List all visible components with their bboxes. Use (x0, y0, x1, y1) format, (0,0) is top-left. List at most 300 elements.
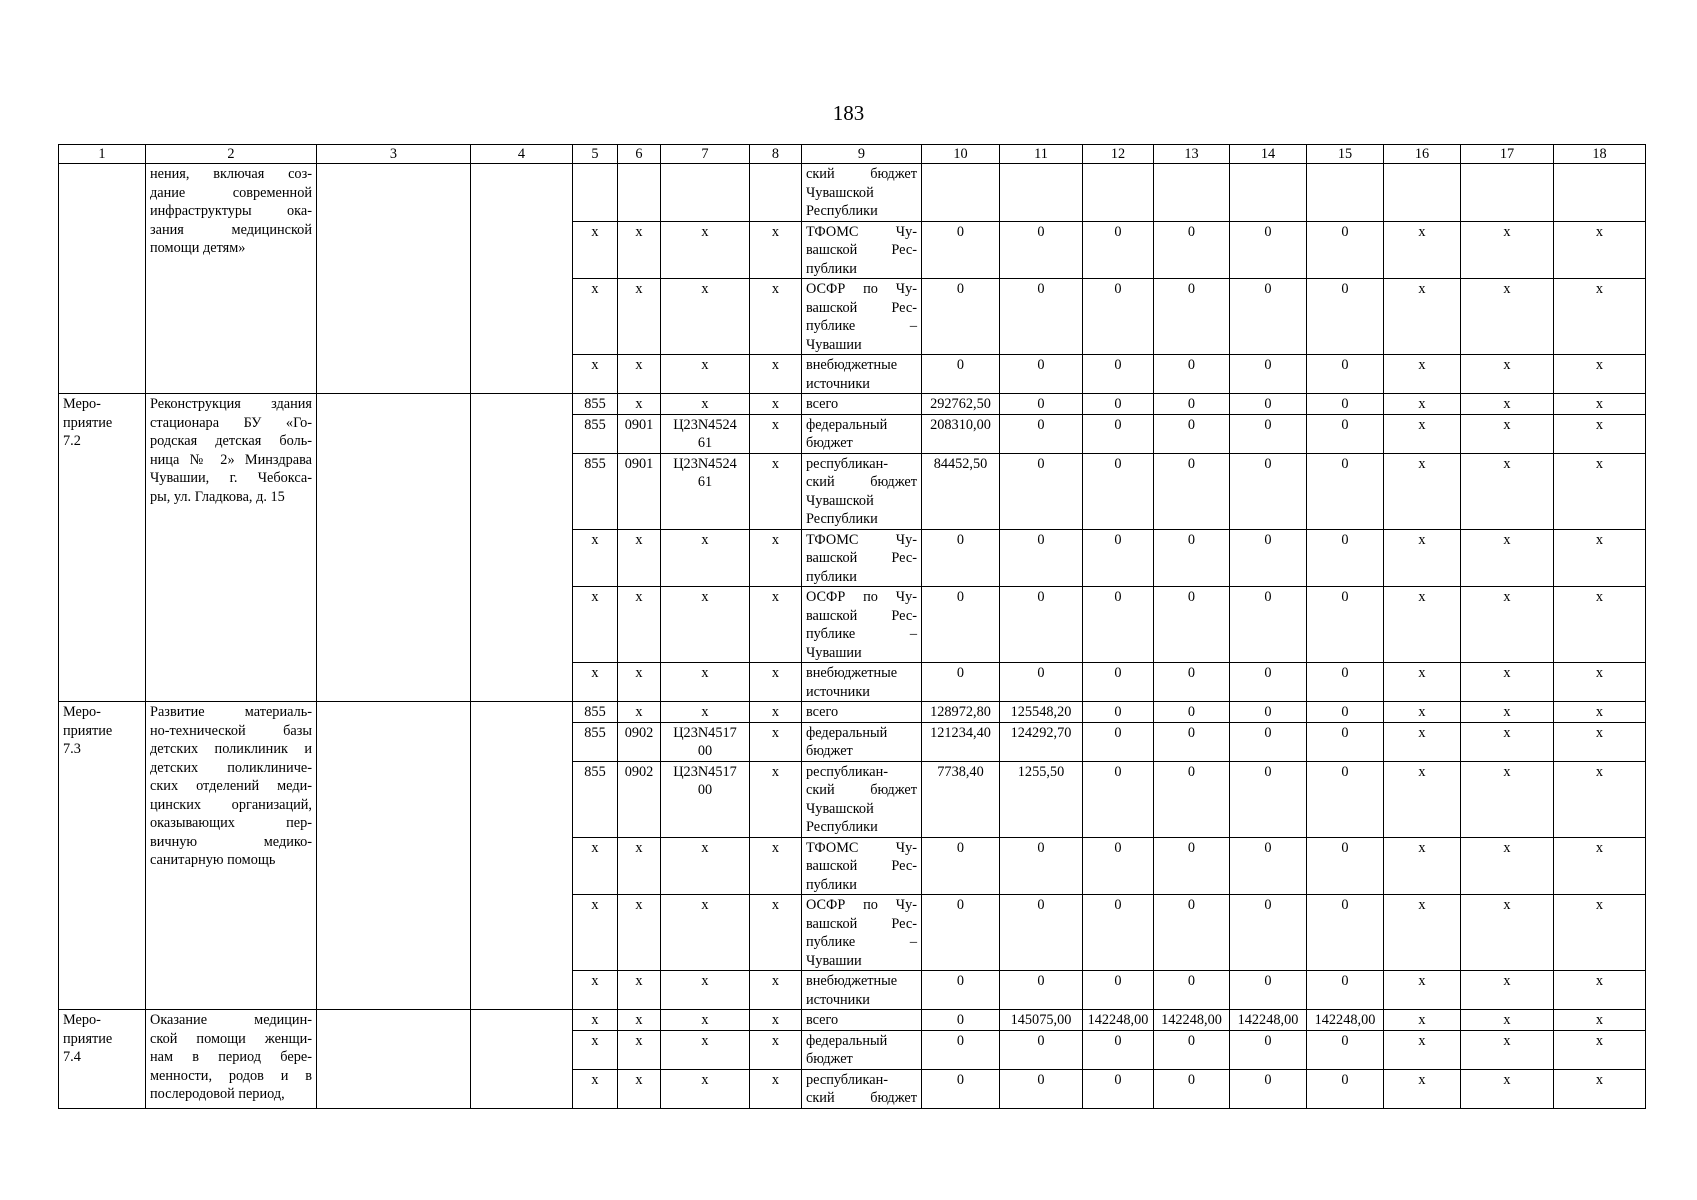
amount-cell: 0 (1230, 279, 1307, 355)
measure-number-line: приятие (63, 722, 113, 739)
funding-source-cell (802, 453, 922, 529)
responsible-executor-cell (317, 164, 471, 394)
amount-cell: 142248,00 (1307, 1010, 1384, 1031)
measure-number-cell (59, 702, 146, 1010)
section-code-cell: х (618, 529, 661, 587)
responsible-executor-cell (317, 394, 471, 702)
target-article-line: х (701, 223, 709, 240)
funding-source-cell (802, 895, 922, 971)
amount-cell: 0 (922, 355, 1000, 394)
funding-source-line: вашской Рес- (806, 858, 917, 874)
funding-source-cell (802, 529, 922, 587)
amount-cell: 0 (1230, 837, 1307, 895)
amount-cell: 142248,00 (1230, 1010, 1307, 1031)
amount-cell: 142248,00 (1083, 1010, 1154, 1031)
expense-type-cell: х (750, 702, 802, 723)
amount-cell: х (1461, 1069, 1554, 1108)
section-code-cell: 0902 (618, 761, 661, 837)
amount-cell: х (1384, 663, 1461, 702)
grbs-code-cell (573, 164, 618, 222)
funding-source-line: вашской Рес- (806, 242, 917, 258)
target-article-line: Ц23N4517 (673, 763, 737, 780)
amount-cell: 0 (1083, 394, 1154, 415)
section-code-cell: 0901 (618, 453, 661, 529)
amount-cell (1461, 164, 1554, 222)
grbs-code-cell: х (573, 587, 618, 663)
measure-number-cell (59, 1010, 146, 1109)
grbs-code-cell: х (573, 895, 618, 971)
section-code-cell: х (618, 971, 661, 1010)
amount-cell: 0 (1307, 761, 1384, 837)
amount-cell: 292762,50 (922, 394, 1000, 415)
funding-source-line: вашской Рес- (806, 550, 917, 566)
expense-type-cell: х (750, 1030, 802, 1069)
funding-source-line: Чувашии (806, 644, 862, 661)
participant-cell (471, 164, 573, 394)
amount-cell: 0 (1154, 221, 1230, 279)
amount-cell: 7738,40 (922, 761, 1000, 837)
target-article-line: Ц23N4517 (673, 724, 737, 741)
column-number-header: 16 (1384, 145, 1461, 164)
measure-number-line: 7.2 (63, 433, 81, 449)
amount-cell: 0 (1307, 1069, 1384, 1108)
amount-cell: 145075,00 (1000, 1010, 1083, 1031)
amount-cell: 0 (1307, 702, 1384, 723)
funding-source-line: публики (806, 260, 857, 277)
measure-name-line: но-технической базы (150, 722, 312, 739)
amount-cell: 84452,50 (922, 453, 1000, 529)
amount-cell: х (1461, 394, 1554, 415)
amount-cell: 0 (1154, 971, 1230, 1010)
section-code-cell: 0901 (618, 414, 661, 453)
funding-source-line: вашской Рес- (806, 299, 917, 316)
amount-cell: 0 (1000, 1069, 1083, 1108)
amount-cell: х (1384, 279, 1461, 355)
target-article-line: 00 (697, 782, 713, 798)
funding-source-line: источники (806, 683, 870, 700)
amount-cell: х (1461, 722, 1554, 761)
amount-cell: х (1384, 722, 1461, 761)
funding-source-line: Чувашской (806, 184, 874, 201)
target-article-line: 61 (697, 474, 713, 490)
target-article-cell (661, 837, 750, 895)
measure-number-line: Меро- (63, 1012, 101, 1028)
amount-cell: 0 (1307, 221, 1384, 279)
target-article-cell (661, 414, 750, 453)
target-article-cell (661, 761, 750, 837)
measure-name-line: послеродовой период, (150, 1086, 285, 1102)
funding-source-cell (802, 1010, 922, 1031)
amount-cell: 0 (1083, 1030, 1154, 1069)
funding-source-line: всего (806, 1012, 839, 1028)
amount-cell: 0 (1000, 414, 1083, 453)
measure-name-line: Развитие материаль- (150, 704, 312, 720)
amount-cell: х (1554, 453, 1646, 529)
amount-cell: 0 (1083, 279, 1154, 355)
funding-source-cell (802, 663, 922, 702)
amount-cell: х (1554, 895, 1646, 971)
column-number-header: 5 (573, 145, 618, 164)
section-code-cell: х (618, 394, 661, 415)
grbs-code-cell: х (573, 1010, 618, 1031)
amount-cell: 0 (1154, 279, 1230, 355)
amount-cell: 0 (1083, 971, 1154, 1010)
target-article-line: х (701, 1071, 709, 1088)
target-article-cell (661, 895, 750, 971)
amount-cell: 0 (1230, 663, 1307, 702)
amount-cell: 0 (1307, 414, 1384, 453)
amount-cell: 0 (1154, 587, 1230, 663)
funding-source-line: всего (806, 396, 839, 412)
amount-cell: 0 (1083, 761, 1154, 837)
section-code-cell: х (618, 702, 661, 723)
amount-cell: 0 (1154, 722, 1230, 761)
funding-source-line: публике – (806, 934, 917, 950)
target-article-cell (661, 587, 750, 663)
amount-cell: 0 (1230, 702, 1307, 723)
section-code-cell: х (618, 895, 661, 971)
expense-type-cell: х (750, 663, 802, 702)
grbs-code-cell: 855 (573, 722, 618, 761)
funding-source-line: бюджет (806, 743, 853, 759)
grbs-code-cell: 855 (573, 453, 618, 529)
column-number-header: 6 (618, 145, 661, 164)
amount-cell: 0 (922, 837, 1000, 895)
column-number-header: 10 (922, 145, 1000, 164)
funding-source-line: республикан- (806, 763, 888, 780)
expense-type-cell: х (750, 355, 802, 394)
grbs-code-cell: х (573, 1069, 618, 1108)
funding-source-line: ТФОМС Чу- (806, 839, 917, 856)
column-number-header: 18 (1554, 145, 1646, 164)
measure-name-line: оказывающих пер- (150, 815, 312, 831)
amount-cell: 0 (922, 587, 1000, 663)
funding-source-cell (802, 1030, 922, 1069)
amount-cell: 125548,20 (1000, 702, 1083, 723)
amount-cell: 0 (1083, 895, 1154, 971)
amount-cell: 0 (1230, 453, 1307, 529)
expense-type-cell: х (750, 414, 802, 453)
amount-cell: 0 (1000, 453, 1083, 529)
measure-name-line: детских поликлиник и (150, 741, 312, 757)
target-article-cell (661, 221, 750, 279)
amount-cell: 0 (1307, 394, 1384, 415)
amount-cell: 0 (1307, 529, 1384, 587)
funding-source-line: ский бюджет (806, 166, 917, 182)
measure-name-line: вичную медико- (150, 833, 312, 850)
amount-cell: х (1554, 394, 1646, 415)
measure-name-line: ница № 2» Минздрава (150, 451, 312, 468)
amount-cell: 0 (1230, 529, 1307, 587)
amount-cell: х (1384, 587, 1461, 663)
column-number-header: 4 (471, 145, 573, 164)
grbs-code-cell: 855 (573, 394, 618, 415)
measure-number-line: 7.3 (63, 741, 81, 757)
measure-name-line: инфраструктуры ока- (150, 203, 312, 219)
amount-cell: 121234,40 (922, 722, 1000, 761)
column-number-header: 14 (1230, 145, 1307, 164)
expense-type-cell: х (750, 587, 802, 663)
amount-cell: 0 (1000, 587, 1083, 663)
grbs-code-cell: х (573, 279, 618, 355)
funding-source-line: ский бюджет (806, 782, 917, 798)
budget-table (58, 144, 1646, 1109)
table-row (59, 1010, 1646, 1031)
funding-source-line: ский бюджет (806, 1090, 917, 1106)
amount-cell: х (1384, 761, 1461, 837)
expense-type-cell: х (750, 722, 802, 761)
amount-cell: х (1461, 1010, 1554, 1031)
funding-source-cell (802, 164, 922, 222)
amount-cell: 0 (1307, 587, 1384, 663)
funding-source-line: федеральный (806, 416, 888, 433)
funding-source-cell (802, 702, 922, 723)
amount-cell: х (1461, 663, 1554, 702)
amount-cell: 208310,00 (922, 414, 1000, 453)
amount-cell: 0 (1230, 587, 1307, 663)
funding-source-line: бюджет (806, 435, 853, 451)
table-row (59, 702, 1646, 723)
target-article-line: х (701, 1032, 709, 1049)
amount-cell: 0 (1230, 971, 1307, 1010)
grbs-code-cell: х (573, 355, 618, 394)
section-code-cell: х (618, 1010, 661, 1031)
amount-cell: х (1384, 529, 1461, 587)
expense-type-cell: х (750, 837, 802, 895)
section-code-cell: х (618, 1069, 661, 1108)
amount-cell: 0 (1083, 355, 1154, 394)
grbs-code-cell: х (573, 837, 618, 895)
amount-cell: 0 (1154, 761, 1230, 837)
measure-name-line: родская детская боль- (150, 433, 312, 449)
funding-source-line: Чувашской (806, 800, 874, 817)
funding-source-line: ОСФР по Чу- (806, 281, 917, 297)
measure-name-line: Реконструкция здания (150, 396, 312, 412)
amount-cell: х (1554, 414, 1646, 453)
amount-cell: 0 (1154, 702, 1230, 723)
amount-cell: 0 (1000, 279, 1083, 355)
column-number-header: 12 (1083, 145, 1154, 164)
grbs-code-cell: 855 (573, 414, 618, 453)
amount-cell: 0 (1307, 837, 1384, 895)
amount-cell: х (1554, 221, 1646, 279)
measure-name-line: зания медицинской (150, 221, 312, 238)
target-article-cell (661, 1030, 750, 1069)
target-article-line: х (701, 973, 709, 989)
amount-cell: х (1554, 702, 1646, 723)
funding-source-cell (802, 761, 922, 837)
amount-cell: х (1384, 702, 1461, 723)
amount-cell (1083, 164, 1154, 222)
amount-cell: 0 (1307, 279, 1384, 355)
measure-name-line: ских отделений меди- (150, 778, 312, 794)
amount-cell: 0 (1000, 971, 1083, 1010)
amount-cell: х (1384, 394, 1461, 415)
amount-cell: 0 (1154, 1030, 1230, 1069)
funding-source-line: Республики (806, 511, 878, 527)
target-article-cell (661, 355, 750, 394)
amount-cell: 0 (922, 221, 1000, 279)
funding-source-cell (802, 394, 922, 415)
measure-number-line: приятие (63, 414, 113, 431)
amount-cell: х (1461, 355, 1554, 394)
target-article-cell (661, 702, 750, 723)
funding-source-line: публики (806, 568, 857, 585)
amount-cell (1230, 164, 1307, 222)
amount-cell: 0 (1307, 453, 1384, 529)
column-number-header: 2 (146, 145, 317, 164)
measure-name-line: стационара БУ «Го- (150, 414, 312, 431)
amount-cell: 0 (922, 663, 1000, 702)
expense-type-cell: х (750, 761, 802, 837)
target-article-cell (661, 722, 750, 761)
measure-name-line: детских поликлиниче- (150, 759, 312, 776)
amount-cell: х (1554, 1010, 1646, 1031)
amount-cell: 0 (1230, 722, 1307, 761)
amount-cell: 0 (1307, 722, 1384, 761)
funding-source-cell (802, 279, 922, 355)
expense-type-cell: х (750, 1010, 802, 1031)
table-body (59, 145, 1646, 1109)
amount-cell: х (1554, 355, 1646, 394)
target-article-cell (661, 279, 750, 355)
funding-source-line: ТФОМС Чу- (806, 531, 917, 548)
section-code-cell (618, 164, 661, 222)
section-code-cell: х (618, 221, 661, 279)
measure-name-line: Оказание медицин- (150, 1012, 312, 1028)
amount-cell: 0 (922, 529, 1000, 587)
target-article-cell (661, 164, 750, 222)
funding-source-line: внебюджетные (806, 973, 898, 989)
section-code-cell: 0902 (618, 722, 661, 761)
header-row (59, 145, 1646, 164)
target-article-cell (661, 1069, 750, 1108)
amount-cell (1307, 164, 1384, 222)
measure-name-cell (146, 702, 317, 1010)
amount-cell: 0 (1230, 394, 1307, 415)
amount-cell: 0 (1154, 837, 1230, 895)
amount-cell: х (1384, 1069, 1461, 1108)
funding-source-line: ОСФР по Чу- (806, 589, 917, 605)
measure-name-line: нения, включая соз- (150, 166, 312, 182)
funding-source-line: публике – (806, 626, 917, 642)
participant-cell (471, 702, 573, 1010)
amount-cell: 0 (1307, 355, 1384, 394)
measure-number-cell (59, 394, 146, 702)
amount-cell: 0 (1307, 895, 1384, 971)
amount-cell: 0 (1154, 394, 1230, 415)
measure-number-line: Меро- (63, 704, 101, 720)
measure-name-line: ской помощи женщи- (150, 1030, 312, 1047)
amount-cell: 0 (1000, 355, 1083, 394)
amount-cell: 0 (1083, 663, 1154, 702)
measure-name-line: Чувашии, г. Чебокса- (150, 470, 312, 486)
expense-type-cell: х (750, 394, 802, 415)
grbs-code-cell: х (573, 971, 618, 1010)
funding-source-cell (802, 722, 922, 761)
amount-cell: 0 (1083, 722, 1154, 761)
amount-cell: 0 (1154, 529, 1230, 587)
responsible-executor-cell (317, 702, 471, 1010)
amount-cell: х (1384, 1010, 1461, 1031)
section-code-cell: х (618, 279, 661, 355)
measure-name-cell (146, 1010, 317, 1109)
measure-name-cell (146, 394, 317, 702)
amount-cell: 0 (1230, 1069, 1307, 1108)
target-article-line: 00 (697, 743, 713, 759)
measure-name-line: помощи детям» (150, 240, 246, 256)
funding-source-cell (802, 221, 922, 279)
amount-cell: х (1554, 587, 1646, 663)
amount-cell: 0 (1230, 895, 1307, 971)
funding-source-cell (802, 1069, 922, 1108)
target-article-cell (661, 394, 750, 415)
amount-cell (1154, 164, 1230, 222)
amount-cell: х (1554, 722, 1646, 761)
amount-cell: 0 (1307, 971, 1384, 1010)
amount-cell: х (1554, 529, 1646, 587)
target-article-cell (661, 529, 750, 587)
amount-cell: 0 (1230, 414, 1307, 453)
amount-cell: 0 (1154, 663, 1230, 702)
expense-type-cell: х (750, 221, 802, 279)
amount-cell (1000, 164, 1083, 222)
amount-cell: 0 (1154, 1069, 1230, 1108)
funding-source-line: источники (806, 375, 870, 392)
amount-cell: х (1384, 414, 1461, 453)
amount-cell: х (1384, 453, 1461, 529)
measure-name-cell (146, 164, 317, 394)
target-article-line: Ц23N4524 (673, 455, 737, 472)
funding-source-line: федеральный (806, 1032, 888, 1049)
funding-source-line: вашской Рес- (806, 915, 917, 932)
grbs-code-cell: 855 (573, 761, 618, 837)
amount-cell: 0 (1000, 529, 1083, 587)
target-article-line: Ц23N4524 (673, 416, 737, 433)
funding-source-line: ОСФР по Чу- (806, 897, 917, 913)
measure-number-cell (59, 164, 146, 394)
amount-cell: 0 (1083, 587, 1154, 663)
amount-cell: х (1461, 529, 1554, 587)
amount-cell: х (1384, 1030, 1461, 1069)
amount-cell: х (1554, 761, 1646, 837)
expense-type-cell: х (750, 1069, 802, 1108)
participant-cell (471, 394, 573, 702)
amount-cell: х (1384, 221, 1461, 279)
amount-cell: х (1461, 837, 1554, 895)
amount-cell: х (1384, 837, 1461, 895)
responsible-executor-cell (317, 1010, 471, 1109)
amount-cell: 0 (1230, 355, 1307, 394)
amount-cell: 0 (1230, 761, 1307, 837)
amount-cell: х (1384, 355, 1461, 394)
section-code-cell: х (618, 355, 661, 394)
amount-cell: 124292,70 (1000, 722, 1083, 761)
participant-cell (471, 1010, 573, 1109)
column-number-header: 17 (1461, 145, 1554, 164)
target-article-line: х (701, 589, 709, 605)
target-article-line: х (701, 704, 709, 720)
measure-name-line: цинских организаций, (150, 796, 312, 813)
expense-type-cell (750, 164, 802, 222)
expense-type-cell: х (750, 529, 802, 587)
target-article-line: х (701, 897, 709, 913)
amount-cell: х (1554, 971, 1646, 1010)
amount-cell: х (1461, 453, 1554, 529)
measure-name-line: дание современной (150, 184, 312, 201)
funding-source-line: внебюджетные (806, 357, 898, 373)
amount-cell: 0 (1083, 529, 1154, 587)
